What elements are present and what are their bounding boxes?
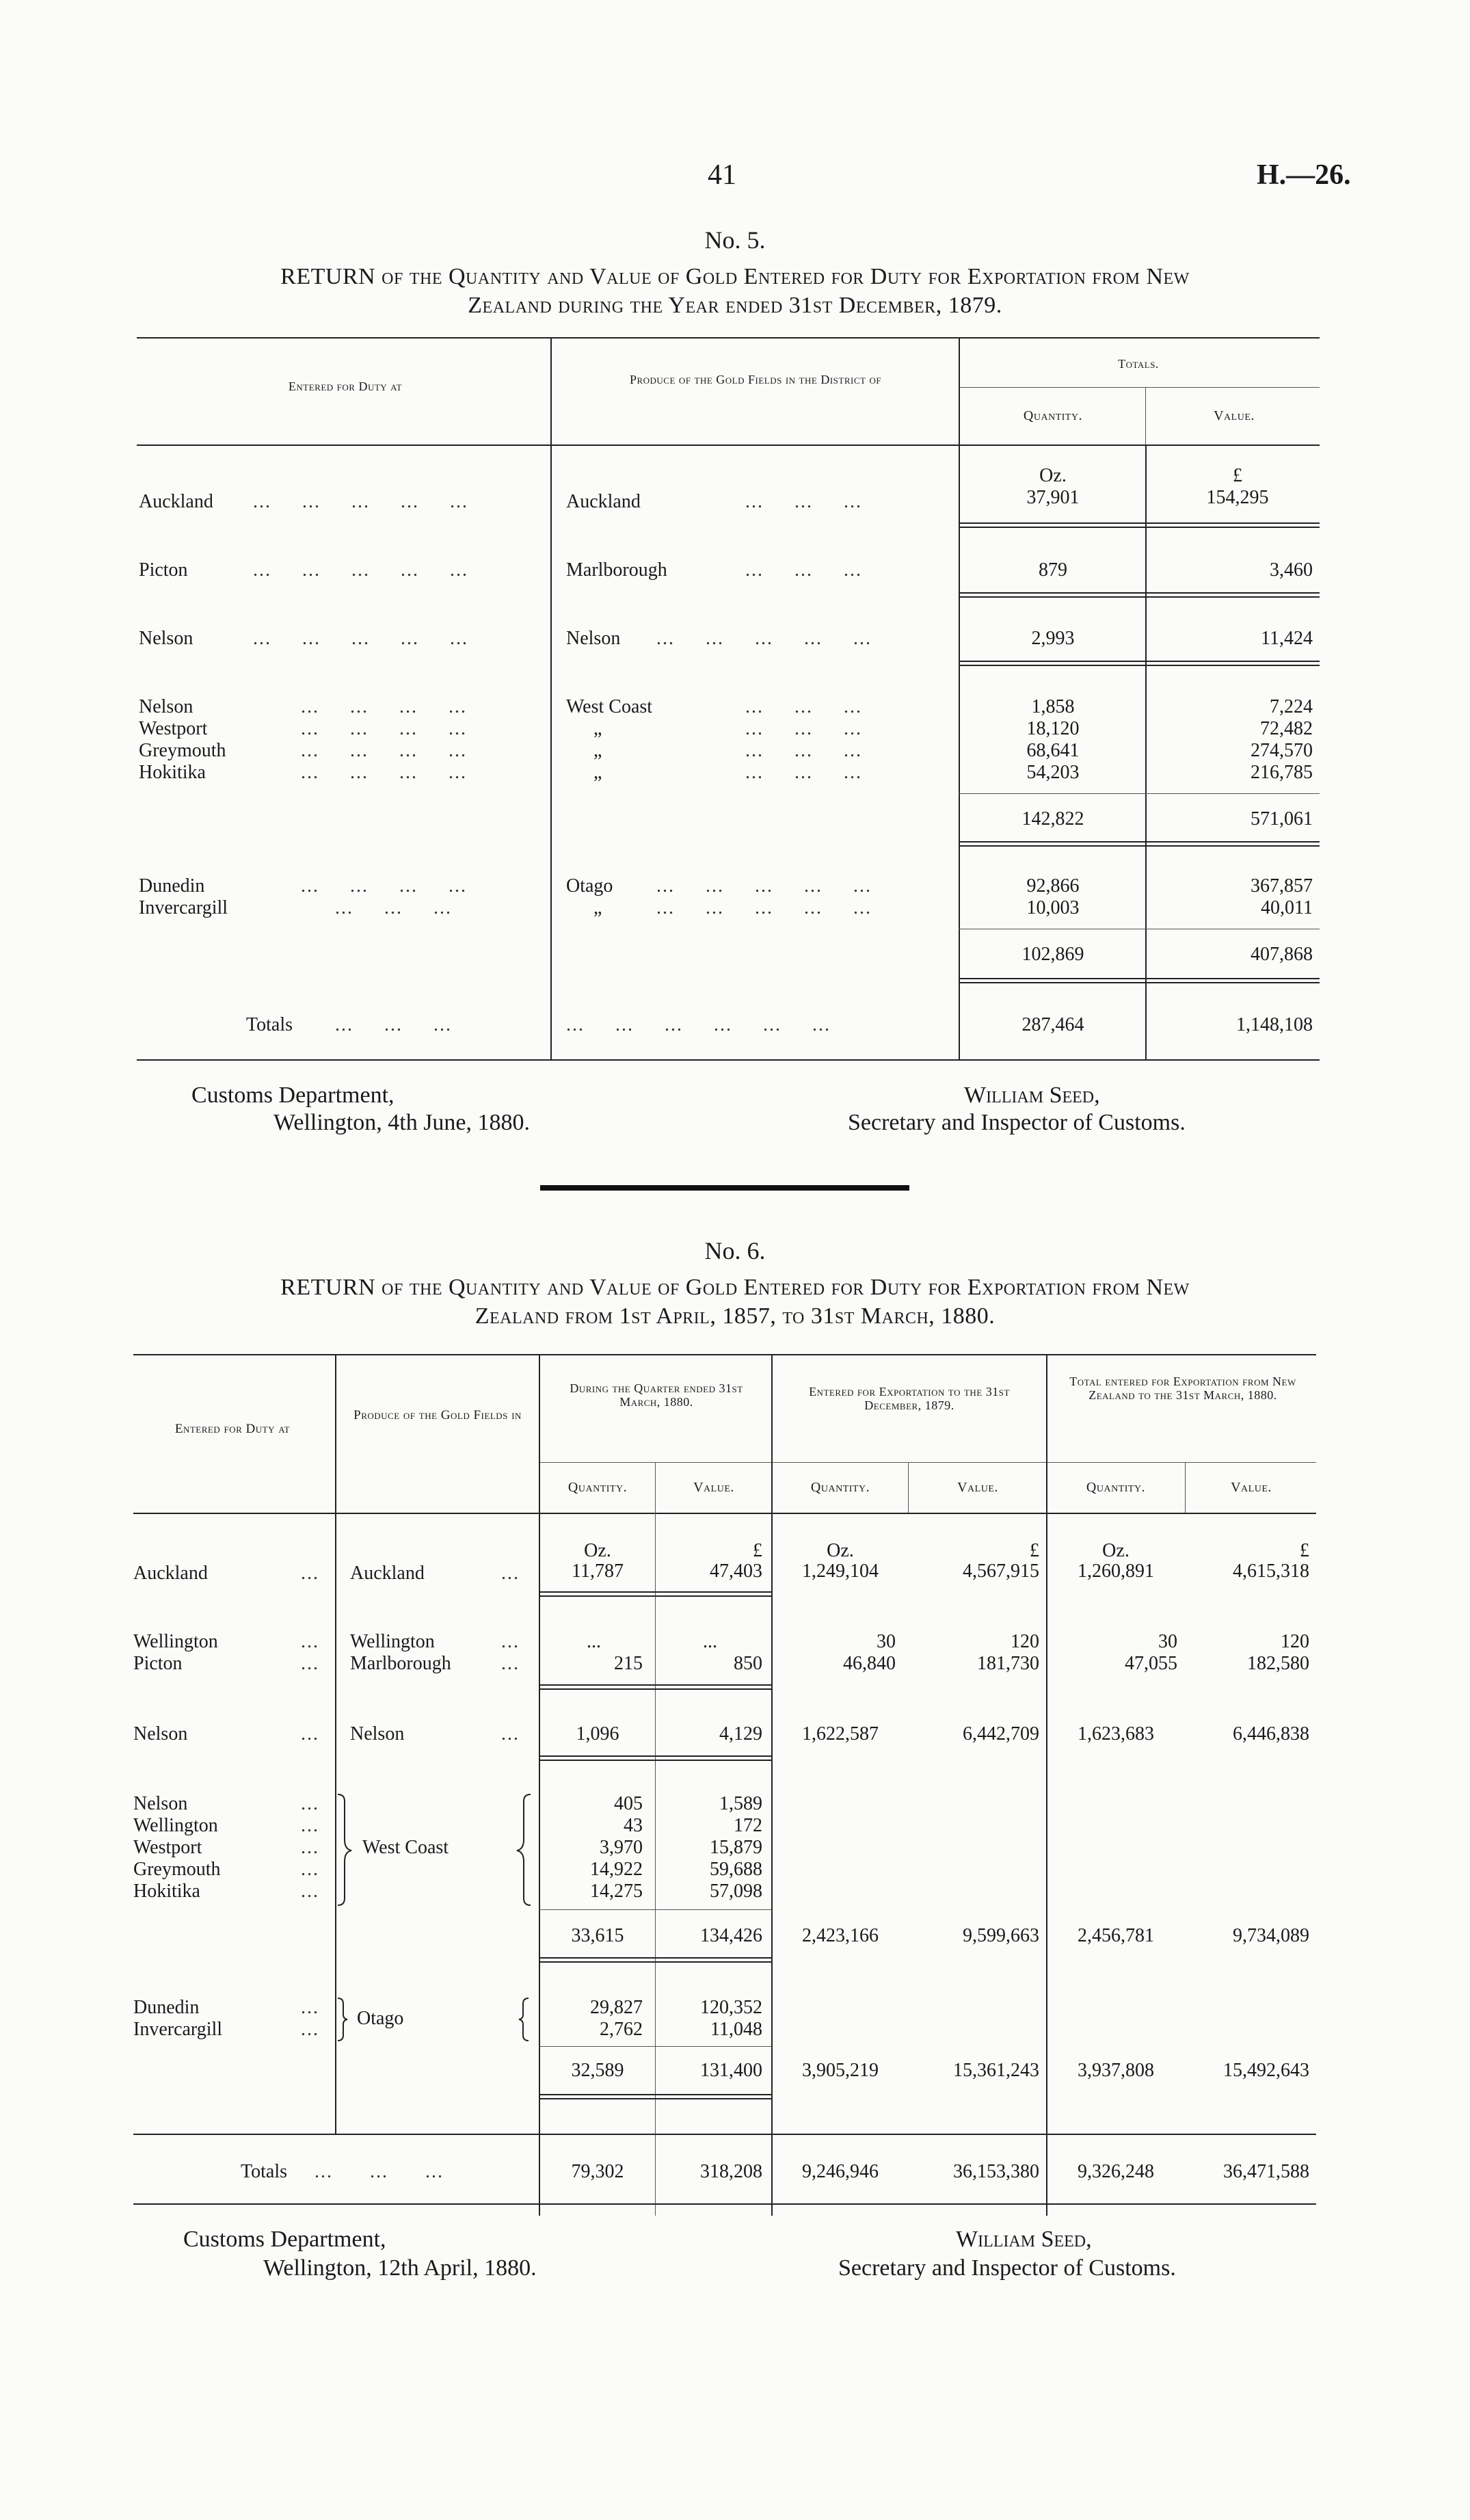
- leader-dots: ... ... ... ... ...: [656, 628, 872, 649]
- t5-val: 11,424: [1261, 628, 1313, 649]
- leader-dots: ... ... ... ...: [301, 696, 467, 717]
- t6-v1: 57,098: [710, 1881, 762, 1902]
- t6-unit-oz: Oz.: [1102, 1540, 1130, 1561]
- t6-v1: 11,048: [710, 2019, 762, 2040]
- leader-dots: ...: [301, 2019, 319, 2040]
- t6-unit-pound: £: [1030, 1540, 1039, 1561]
- leader-dots: ... ... ... ...: [301, 718, 467, 739]
- t5-subtotal-qty: 102,869: [1021, 944, 1084, 965]
- table6-title-line1: RETURN of the Quantity and Value of Gold Entered for Duty for Exportation from New: [280, 1275, 1190, 1300]
- leader-dots: ...: [301, 1631, 319, 1652]
- t6-port: Dunedin: [133, 1997, 200, 2018]
- leader-dots: ... ... ... ...: [301, 875, 467, 897]
- t5-val: 40,011: [1261, 897, 1313, 918]
- t5-subtotal-val: 407,868: [1251, 944, 1313, 965]
- t6-district: Wellington: [350, 1631, 435, 1652]
- leader-dots: ...: [301, 1653, 319, 1674]
- t5-val: 216,785: [1251, 762, 1313, 783]
- t6-q1: 29,827: [590, 1997, 643, 2018]
- t5-subtotal-qty: 142,822: [1021, 808, 1084, 830]
- t6-header-quarter: During the Quarter ended 31st March, 1880.: [570, 1381, 743, 1409]
- t6-v2: 181,730: [977, 1653, 1039, 1674]
- page-number: 41: [708, 159, 736, 191]
- table5-title-line2: Zealand during the Year ended 31st December, 1879.: [468, 293, 1002, 318]
- t5-district: Marlborough: [566, 559, 667, 581]
- leader-dots: ...: [301, 1837, 319, 1858]
- leader-dots: ... ... ... ... ...: [656, 875, 872, 897]
- t5-port: Westport: [139, 718, 208, 739]
- t5-val: 3,460: [1270, 559, 1313, 581]
- t5-dept-line1: Customs Department,: [191, 1083, 395, 1108]
- t6-q1: 215: [614, 1653, 643, 1674]
- table5-number: No. 5.: [704, 226, 766, 254]
- t6-dept-line2: Wellington, 12th April, 1880.: [263, 2255, 537, 2281]
- t6-total-v3: 36,471,588: [1223, 2161, 1309, 2182]
- t6-unit-pound: £: [1300, 1540, 1309, 1561]
- t5-district: Nelson: [566, 628, 621, 649]
- t6-header-entered: Entered for Duty at: [174, 1422, 291, 1436]
- t5-qty: 92,866: [1026, 875, 1080, 897]
- t5-header-quantity: Quantity.: [1023, 408, 1083, 423]
- t6-header-value: Value.: [1231, 1480, 1272, 1495]
- t5-qty: 1,858: [1031, 696, 1075, 717]
- leader-dots: ... ... ... ...: [301, 762, 467, 783]
- t6-port: Westport: [133, 1837, 202, 1858]
- t5-header-totals: Totals.: [1118, 357, 1159, 371]
- t6-q1: 14,922: [590, 1859, 643, 1880]
- section-divider: [540, 1185, 909, 1191]
- t6-q3: 30: [1158, 1631, 1177, 1652]
- t6-sub-v2: 9,599,663: [963, 1925, 1039, 1946]
- t6-unit-oz: Oz.: [584, 1540, 611, 1561]
- t5-totals-label: Totals: [246, 1014, 293, 1035]
- t5-val: 367,857: [1251, 875, 1313, 897]
- leader-dots: ...: [501, 1563, 520, 1584]
- t5-qty: 879: [1039, 559, 1067, 581]
- t5-port: Nelson: [139, 696, 193, 717]
- t5-qty: 68,641: [1026, 740, 1080, 761]
- t6-total-q3: 9,326,248: [1078, 2161, 1154, 2182]
- t5-port: Nelson: [139, 628, 193, 649]
- t5-subtotal-val: 571,061: [1251, 808, 1313, 830]
- leader-dots: ... ... ...: [315, 2161, 444, 2182]
- t5-port: Auckland: [139, 491, 213, 512]
- t5-qty: 18,120: [1026, 718, 1080, 739]
- t6-total-v2: 36,153,380: [953, 2161, 1039, 2182]
- t6-totals-label: Totals: [241, 2161, 288, 2182]
- leader-dots: ...: [301, 1997, 319, 2018]
- t6-v1: 1,589: [719, 1793, 762, 1814]
- t6-sub-q3: 3,937,808: [1078, 2060, 1154, 2081]
- t6-q1: 2,762: [600, 2019, 643, 2040]
- t6-v1: 172: [734, 1815, 762, 1836]
- t5-unit-pound: £: [1233, 465, 1242, 486]
- t6-q1: ...: [587, 1631, 601, 1652]
- t5-port: Invercargill: [139, 897, 228, 918]
- t6-port: Greymouth: [133, 1859, 221, 1880]
- t6-q1: 405: [614, 1793, 643, 1814]
- t6-district: Otago: [357, 2008, 404, 2029]
- t6-unit-oz: Oz.: [827, 1540, 854, 1561]
- t6-sub-q1: 33,615: [571, 1925, 624, 1946]
- t6-q2: 1,622,587: [802, 1723, 879, 1745]
- t6-sub-v3: 9,734,089: [1233, 1925, 1309, 1946]
- t5-qty: 10,003: [1026, 897, 1080, 918]
- t6-unit-pound: £: [753, 1540, 762, 1561]
- right-brace-icon: [516, 1995, 531, 2043]
- t5-district: „: [593, 897, 602, 918]
- t6-port: Wellington: [133, 1631, 218, 1652]
- table5-title-line1: RETURN of the Quantity and Value of Gold Entered for Duty for Exportation from New: [280, 264, 1190, 289]
- t6-q3: 1,260,891: [1078, 1561, 1154, 1582]
- t6-port: Nelson: [133, 1723, 188, 1745]
- t5-port: Hokitika: [139, 762, 206, 783]
- t6-v3: 6,446,838: [1233, 1723, 1309, 1745]
- t6-header-quantity: Quantity.: [567, 1480, 628, 1495]
- t6-v3: 182,580: [1247, 1653, 1309, 1674]
- left-brace-icon: [335, 1995, 350, 2043]
- t6-v1: 47,403: [710, 1561, 762, 1582]
- t6-port: Auckland: [133, 1563, 208, 1584]
- t5-district: Otago: [566, 875, 613, 897]
- t6-district: West Coast: [362, 1837, 449, 1858]
- t6-q1: 43: [624, 1815, 643, 1836]
- t6-q1: 11,787: [572, 1561, 624, 1582]
- t6-district: Marlborough: [350, 1653, 451, 1674]
- t6-sub-v3: 15,492,643: [1223, 2060, 1309, 2081]
- t6-sub-q3: 2,456,781: [1078, 1925, 1154, 1946]
- t5-header-produce: Produce of the Gold Fields in the District of: [629, 373, 882, 386]
- t6-header-value: Value.: [957, 1480, 998, 1495]
- leader-dots: ...: [501, 1723, 520, 1745]
- t6-header-value: Value.: [693, 1480, 734, 1495]
- leader-dots: ... ... ...: [745, 762, 862, 783]
- leader-dots: ...: [301, 1563, 319, 1584]
- t6-q2: 1,249,104: [802, 1561, 879, 1582]
- t5-district: West Coast: [566, 696, 653, 717]
- t6-v1: 850: [734, 1653, 762, 1674]
- t6-v1: ...: [703, 1631, 717, 1652]
- t6-header-quantity: Quantity.: [810, 1480, 870, 1495]
- t6-port: Hokitika: [133, 1881, 200, 1902]
- t6-v2: 120: [1011, 1631, 1039, 1652]
- t6-v1: 4,129: [719, 1723, 762, 1745]
- t5-header-value: Value.: [1214, 408, 1255, 423]
- leader-dots: ... ... ...: [745, 740, 862, 761]
- leader-dots: ... ... ...: [745, 559, 862, 581]
- leader-dots: ... ... ...: [745, 696, 862, 717]
- t6-sub-q2: 3,905,219: [802, 2060, 879, 2081]
- t6-port: Nelson: [133, 1793, 188, 1814]
- t5-unit-oz: Oz.: [1039, 465, 1067, 486]
- t6-q2: 30: [877, 1631, 896, 1652]
- leader-dots: ...: [301, 1881, 319, 1902]
- t5-qty: 2,993: [1031, 628, 1075, 649]
- t5-dept-line2: Wellington, 4th June, 1880.: [273, 1110, 531, 1135]
- leader-dots: ... ... ... ... ...: [253, 628, 468, 649]
- t5-signature-title: Secretary and Inspector of Customs.: [848, 1110, 1186, 1135]
- t6-q1: 14,275: [590, 1881, 643, 1902]
- t5-val: 274,570: [1251, 740, 1313, 761]
- t6-sub-v1: 131,400: [700, 2060, 762, 2081]
- t6-sub-v1: 134,426: [700, 1925, 762, 1946]
- t6-total-v1: 318,208: [700, 2161, 762, 2182]
- t5-signature-name: William Seed,: [964, 1083, 1100, 1108]
- t6-district: Nelson: [350, 1723, 405, 1745]
- t6-signature-title: Secretary and Inspector of Customs.: [838, 2255, 1176, 2281]
- table6-number: No. 6.: [704, 1237, 766, 1264]
- t6-port: Wellington: [133, 1815, 218, 1836]
- t6-sub-q1: 32,589: [571, 2060, 624, 2081]
- t6-q1: 3,970: [600, 1837, 643, 1858]
- t6-v2: 6,442,709: [963, 1723, 1039, 1745]
- table6-title-line2: Zealand from 1st April, 1857, to 31st March, 1880.: [475, 1303, 995, 1329]
- t5-district: Auckland: [566, 491, 641, 512]
- leader-dots: ... ... ... ...: [301, 740, 467, 761]
- t5-district: „: [593, 718, 602, 739]
- document-reference: H.—26.: [1257, 159, 1351, 191]
- t6-sub-v2: 15,361,243: [953, 2060, 1039, 2081]
- t6-signature-name: William Seed,: [956, 2227, 1092, 2252]
- leader-dots: ...: [501, 1653, 520, 1674]
- t6-q3: 47,055: [1125, 1653, 1177, 1674]
- leader-dots: ... ... ... ... ...: [253, 559, 468, 581]
- t6-district: Auckland: [350, 1563, 425, 1584]
- t6-header-exported: Entered for Exportation to the 31st December, 1879.: [809, 1385, 1010, 1412]
- t5-port: Picton: [139, 559, 188, 581]
- t6-port: Picton: [133, 1653, 183, 1674]
- t6-header-quantity: Quantity.: [1086, 1480, 1146, 1495]
- t5-district: „: [593, 740, 602, 761]
- leader-dots: ... ... ... ... ... ...: [566, 1014, 831, 1035]
- t6-q1: 1,096: [576, 1723, 619, 1745]
- t6-v1: 120,352: [700, 1997, 762, 2018]
- leader-dots: ... ... ...: [745, 718, 862, 739]
- t5-val: 7,224: [1270, 696, 1313, 717]
- leader-dots: ... ... ...: [335, 897, 452, 918]
- t6-header-total: Total entered for Exportation from New Zealand to the 31st March, 1880.: [1069, 1375, 1296, 1402]
- t6-header-produce: Produce of the Gold Fields in: [353, 1408, 522, 1422]
- leader-dots: ... ... ...: [335, 1014, 452, 1035]
- t5-total-qty: 287,464: [1021, 1014, 1084, 1035]
- t5-district: „: [593, 762, 602, 783]
- t6-v1: 59,688: [710, 1859, 762, 1880]
- t6-port: Invercargill: [133, 2019, 223, 2040]
- t6-v3: 4,615,318: [1233, 1561, 1309, 1582]
- t6-v3: 120: [1281, 1631, 1309, 1652]
- leader-dots: ...: [501, 1631, 520, 1652]
- right-brace-icon: [514, 1792, 535, 1908]
- leader-dots: ...: [301, 1793, 319, 1814]
- t5-val: 72,482: [1260, 718, 1313, 739]
- t5-val: 154,295: [1206, 487, 1269, 508]
- t5-qty: 54,203: [1026, 762, 1080, 783]
- t6-v1: 15,879: [710, 1837, 762, 1858]
- leader-dots: ...: [301, 1815, 319, 1836]
- t5-port: Greymouth: [139, 740, 226, 761]
- t5-qty: 37,901: [1026, 487, 1080, 508]
- t6-q3: 1,623,683: [1078, 1723, 1154, 1745]
- leader-dots: ... ... ... ... ...: [253, 491, 468, 512]
- t6-total-q1: 79,302: [571, 2161, 624, 2182]
- t6-total-q2: 9,246,946: [802, 2161, 879, 2182]
- left-brace-icon: [334, 1792, 354, 1908]
- leader-dots: ...: [301, 1723, 319, 1745]
- leader-dots: ...: [301, 1859, 319, 1880]
- t6-v2: 4,567,915: [963, 1561, 1039, 1582]
- t6-q2: 46,840: [843, 1653, 896, 1674]
- t6-sub-q2: 2,423,166: [802, 1925, 879, 1946]
- leader-dots: ... ... ...: [745, 491, 862, 512]
- leader-dots: ... ... ... ... ...: [656, 897, 872, 918]
- t6-dept-line1: Customs Department,: [183, 2227, 386, 2252]
- t5-total-val: 1,148,108: [1236, 1014, 1313, 1035]
- t5-port: Dunedin: [139, 875, 205, 897]
- t5-header-entered: Entered for Duty at: [288, 380, 403, 393]
